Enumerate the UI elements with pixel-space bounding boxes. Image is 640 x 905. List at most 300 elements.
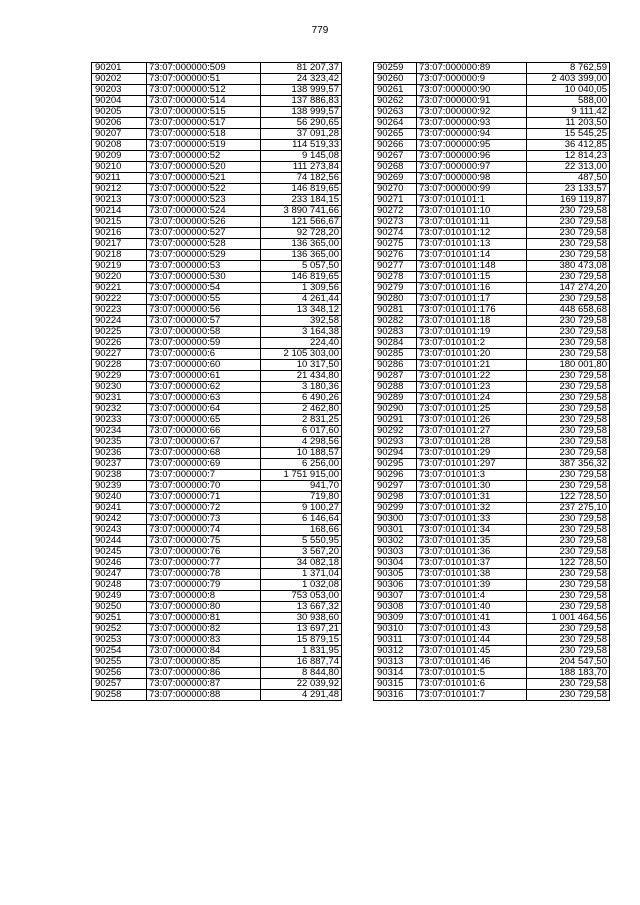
value-cell: 138 999,57: [261, 107, 342, 118]
cadastral-number: 73:07:000000:63: [147, 393, 261, 404]
row-number: 90265: [374, 129, 417, 140]
value-cell: 204 547,50: [527, 657, 610, 668]
row-number: 90305: [374, 569, 417, 580]
value-cell: 56 290,65: [261, 118, 342, 129]
cadastral-number: 73:07:000000:530: [147, 272, 261, 283]
cadastral-number: 73:07:000000:69: [147, 459, 261, 470]
table-row: [92, 129, 342, 140]
value-cell: 4 298,56: [261, 437, 342, 448]
row-number: 90202: [92, 74, 147, 85]
table-row: [374, 481, 610, 492]
table-row: [374, 239, 610, 250]
row-number: 90210: [92, 162, 147, 173]
cadastral-number: 73:07:010101:176: [417, 305, 527, 316]
row-number: 90276: [374, 250, 417, 261]
value-cell: 11 203,50: [527, 118, 610, 129]
cadastral-number: 73:07:010101:44: [417, 635, 527, 646]
value-cell: 15 545,25: [527, 129, 610, 140]
row-number: 90279: [374, 283, 417, 294]
table-row: [374, 382, 610, 393]
value-cell: 136 365,00: [261, 250, 342, 261]
value-cell: 121 566,67: [261, 217, 342, 228]
row-number: 90201: [92, 63, 147, 74]
table-row: [374, 503, 610, 514]
table-row: [92, 547, 342, 558]
row-number: 90271: [374, 195, 417, 206]
cadastral-number: 73:07:000000:67: [147, 437, 261, 448]
row-number: 90288: [374, 382, 417, 393]
cadastral-number: 73:07:010101:28: [417, 437, 527, 448]
cadastral-number: 73:07:010101:30: [417, 481, 527, 492]
cadastral-number: 73:07:000000:78: [147, 569, 261, 580]
row-number: 90280: [374, 294, 417, 305]
table-row: [374, 338, 610, 349]
value-cell: 188 183,70: [527, 668, 610, 679]
row-number: 90223: [92, 305, 147, 316]
table-row: [92, 635, 342, 646]
table-row: [92, 393, 342, 404]
value-cell: 15 879,15: [261, 635, 342, 646]
table-row: [374, 657, 610, 668]
value-cell: 719,80: [261, 492, 342, 503]
cadastral-number: 73:07:000000:51: [147, 74, 261, 85]
value-cell: 22 039,92: [261, 679, 342, 690]
value-cell: 387 356,32: [527, 459, 610, 470]
table-row: [92, 349, 342, 360]
value-cell: 37 091,28: [261, 129, 342, 140]
table-row: [92, 338, 342, 349]
table-row: [92, 503, 342, 514]
row-number: 90307: [374, 591, 417, 602]
value-cell: 230 729,58: [527, 690, 610, 701]
right-table-body: [374, 63, 610, 701]
value-cell: 168,66: [261, 525, 342, 536]
cadastral-number: 73:07:000000:94: [417, 129, 527, 140]
table-row: [92, 415, 342, 426]
row-number: 90274: [374, 228, 417, 239]
row-number: 90295: [374, 459, 417, 470]
row-number: 90260: [374, 74, 417, 85]
cadastral-number: 73:07:010101:11: [417, 217, 527, 228]
table-row: [374, 63, 610, 74]
table-row: [92, 316, 342, 327]
row-number: 90249: [92, 591, 147, 602]
table-row: [92, 470, 342, 481]
table-row: [92, 217, 342, 228]
cadastral-number: 73:07:000000:72: [147, 503, 261, 514]
table-row: [374, 415, 610, 426]
value-cell: 13 667,32: [261, 602, 342, 613]
table-row: [374, 195, 610, 206]
row-number: 90263: [374, 107, 417, 118]
cadastral-number: 73:07:000000:62: [147, 382, 261, 393]
row-number: 90292: [374, 426, 417, 437]
table-row: [92, 63, 342, 74]
cadastral-number: 73:07:000000:86: [147, 668, 261, 679]
row-number: 90258: [92, 690, 147, 701]
row-number: 90209: [92, 151, 147, 162]
row-number: 90289: [374, 393, 417, 404]
value-cell: 146 819,65: [261, 272, 342, 283]
cadastral-number: 73:07:010101:2: [417, 338, 527, 349]
cadastral-number: 73:07:000000:97: [417, 162, 527, 173]
table-row: [374, 173, 610, 184]
row-number: 90310: [374, 624, 417, 635]
value-cell: 230 729,58: [527, 426, 610, 437]
value-cell: 230 729,58: [527, 437, 610, 448]
table-row: [374, 470, 610, 481]
row-number: 90262: [374, 96, 417, 107]
page-number: 779: [311, 25, 329, 36]
row-number: 90306: [374, 580, 417, 591]
table-row: [374, 569, 610, 580]
row-number: 90267: [374, 151, 417, 162]
cadastral-number: 73:07:000000:61: [147, 371, 261, 382]
cadastral-number: 73:07:010101:10: [417, 206, 527, 217]
value-cell: 230 729,58: [527, 470, 610, 481]
value-cell: 24 323,42: [261, 74, 342, 85]
row-number: 90308: [374, 602, 417, 613]
value-cell: 1 751 915,00: [261, 470, 342, 481]
row-number: 90256: [92, 668, 147, 679]
cadastral-number: 73:07:000000:77: [147, 558, 261, 569]
value-cell: 147 274,20: [527, 283, 610, 294]
value-cell: 111 273,84: [261, 162, 342, 173]
value-cell: 230 729,58: [527, 239, 610, 250]
table-row: [374, 404, 610, 415]
cadastral-number: 73:07:000000:8: [147, 591, 261, 602]
value-cell: 230 729,58: [527, 206, 610, 217]
value-cell: 23 133,57: [527, 184, 610, 195]
cadastral-number: 73:07:010101:32: [417, 503, 527, 514]
cadastral-number: 73:07:000000:98: [417, 173, 527, 184]
row-number: 90238: [92, 470, 147, 481]
row-number: 90217: [92, 239, 147, 250]
value-cell: 2 105 303,00: [261, 349, 342, 360]
value-cell: 122 728,50: [527, 492, 610, 503]
value-cell: 137 886,83: [261, 96, 342, 107]
table-row: [92, 305, 342, 316]
table-row: [92, 206, 342, 217]
table-row: [374, 426, 610, 437]
table-row: [92, 690, 342, 701]
cadastral-number: 73:07:010101:33: [417, 514, 527, 525]
table-row: [374, 492, 610, 503]
value-cell: 392,58: [261, 316, 342, 327]
cadastral-number: 73:07:000000:515: [147, 107, 261, 118]
row-number: 90244: [92, 536, 147, 547]
cadastral-number: 73:07:000000:89: [417, 63, 527, 74]
table-row: [92, 602, 342, 613]
value-cell: 1 371,04: [261, 569, 342, 580]
cadastral-number: 73:07:010101:24: [417, 393, 527, 404]
row-number: 90291: [374, 415, 417, 426]
value-cell: 230 729,58: [527, 448, 610, 459]
left-table: [91, 62, 342, 701]
cadastral-number: 73:07:000000:520: [147, 162, 261, 173]
row-number: 90302: [374, 536, 417, 547]
value-cell: 224,40: [261, 338, 342, 349]
cadastral-number: 73:07:000000:84: [147, 646, 261, 657]
row-number: 90204: [92, 96, 147, 107]
row-number: 90213: [92, 195, 147, 206]
value-cell: 180 001,80: [527, 360, 610, 371]
table-row: [92, 624, 342, 635]
table-row: [92, 360, 342, 371]
cadastral-number: 73:07:000000:90: [417, 85, 527, 96]
cadastral-number: 73:07:010101:26: [417, 415, 527, 426]
value-cell: 230 729,58: [527, 250, 610, 261]
value-cell: 2 403 399,00: [527, 74, 610, 85]
cadastral-number: 73:07:000000:519: [147, 140, 261, 151]
cadastral-number: 73:07:000000:68: [147, 448, 261, 459]
table-row: [92, 107, 342, 118]
table-row: [92, 558, 342, 569]
value-cell: 3 567,20: [261, 547, 342, 558]
row-number: 90283: [374, 327, 417, 338]
table-row: [92, 448, 342, 459]
value-cell: 13 348,12: [261, 305, 342, 316]
table-row: [374, 129, 610, 140]
cadastral-number: 73:07:000000:53: [147, 261, 261, 272]
row-number: 90296: [374, 470, 417, 481]
row-number: 90243: [92, 525, 147, 536]
cadastral-number: 73:07:000000:524: [147, 206, 261, 217]
cadastral-number: 73:07:000000:93: [417, 118, 527, 129]
left-table-body: [92, 63, 342, 701]
row-number: 90286: [374, 360, 417, 371]
row-number: 90261: [374, 85, 417, 96]
row-number: 90316: [374, 690, 417, 701]
row-number: 90219: [92, 261, 147, 272]
value-cell: 2 462,80: [261, 404, 342, 415]
table-row: [92, 283, 342, 294]
row-number: 90268: [374, 162, 417, 173]
table-row: [374, 228, 610, 239]
cadastral-number: 73:07:010101:40: [417, 602, 527, 613]
value-cell: 230 729,58: [527, 591, 610, 602]
row-number: 90237: [92, 459, 147, 470]
table-row: [92, 580, 342, 591]
right-table: [373, 62, 610, 701]
cadastral-number: 73:07:000000:518: [147, 129, 261, 140]
cadastral-number: 73:07:000000:75: [147, 536, 261, 547]
row-number: 90284: [374, 338, 417, 349]
row-number: 90275: [374, 239, 417, 250]
row-number: 90233: [92, 415, 147, 426]
value-cell: 9 145,08: [261, 151, 342, 162]
table-row: [374, 283, 610, 294]
row-number: 90247: [92, 569, 147, 580]
value-cell: 9 100,27: [261, 503, 342, 514]
cadastral-number: 73:07:000000:517: [147, 118, 261, 129]
cadastral-number: 73:07:000000:88: [147, 690, 261, 701]
cadastral-number: 73:07:000000:91: [417, 96, 527, 107]
value-cell: 941,70: [261, 481, 342, 492]
cadastral-number: 73:07:010101:34: [417, 525, 527, 536]
row-number: 90222: [92, 294, 147, 305]
value-cell: 380 473,08: [527, 261, 610, 272]
cadastral-number: 73:07:010101:37: [417, 558, 527, 569]
row-number: 90264: [374, 118, 417, 129]
value-cell: 3 890 741,66: [261, 206, 342, 217]
cadastral-number: 73:07:000000:71: [147, 492, 261, 503]
cadastral-number: 73:07:010101:17: [417, 294, 527, 305]
value-cell: 138 999,57: [261, 85, 342, 96]
row-number: 90273: [374, 217, 417, 228]
table-row: [92, 294, 342, 305]
cadastral-number: 73:07:010101:12: [417, 228, 527, 239]
row-number: 90251: [92, 613, 147, 624]
table-row: [374, 536, 610, 547]
cadastral-number: 73:07:010101:31: [417, 492, 527, 503]
table-row: [374, 613, 610, 624]
row-number: 90205: [92, 107, 147, 118]
table-row: [92, 118, 342, 129]
row-number: 90281: [374, 305, 417, 316]
table-row: [92, 195, 342, 206]
table-row: [374, 74, 610, 85]
table-row: [374, 668, 610, 679]
row-number: 90235: [92, 437, 147, 448]
value-cell: 122 728,50: [527, 558, 610, 569]
row-number: 90312: [374, 646, 417, 657]
row-number: 90285: [374, 349, 417, 360]
value-cell: 230 729,58: [527, 338, 610, 349]
row-number: 90311: [374, 635, 417, 646]
value-cell: 230 729,58: [527, 393, 610, 404]
cadastral-number: 73:07:000000:79: [147, 580, 261, 591]
table-row: [92, 492, 342, 503]
row-number: 90225: [92, 327, 147, 338]
table-row: [92, 657, 342, 668]
row-number: 90245: [92, 547, 147, 558]
row-number: 90206: [92, 118, 147, 129]
cadastral-number: 73:07:000000:56: [147, 305, 261, 316]
value-cell: 6 146,64: [261, 514, 342, 525]
value-cell: 6 017,60: [261, 426, 342, 437]
cadastral-number: 73:07:000000:52: [147, 151, 261, 162]
value-cell: 230 729,58: [527, 481, 610, 492]
row-number: 90231: [92, 393, 147, 404]
table-row: [374, 184, 610, 195]
value-cell: 230 729,58: [527, 646, 610, 657]
value-cell: 36 412,85: [527, 140, 610, 151]
table-row: [92, 96, 342, 107]
row-number: 90272: [374, 206, 417, 217]
value-cell: 22 313,00: [527, 162, 610, 173]
row-number: 90220: [92, 272, 147, 283]
cadastral-number: 73:07:000000:54: [147, 283, 261, 294]
table-row: [374, 118, 610, 129]
row-number: 90228: [92, 360, 147, 371]
cadastral-number: 73:07:000000:6: [147, 349, 261, 360]
value-cell: 4 261,44: [261, 294, 342, 305]
row-number: 90313: [374, 657, 417, 668]
table-row: [92, 613, 342, 624]
cadastral-number: 73:07:000000:529: [147, 250, 261, 261]
row-number: 90216: [92, 228, 147, 239]
table-row: [92, 162, 342, 173]
table-row: [374, 437, 610, 448]
cadastral-number: 73:07:010101:35: [417, 536, 527, 547]
row-number: 90255: [92, 657, 147, 668]
cadastral-number: 73:07:000000:99: [417, 184, 527, 195]
row-number: 90227: [92, 349, 147, 360]
cadastral-number: 73:07:000000:66: [147, 426, 261, 437]
cadastral-number: 73:07:000000:527: [147, 228, 261, 239]
cadastral-number: 73:07:010101:36: [417, 547, 527, 558]
value-cell: 136 365,00: [261, 239, 342, 250]
cadastral-number: 73:07:010101:13: [417, 239, 527, 250]
table-row: [92, 228, 342, 239]
table-row: [374, 85, 610, 96]
row-number: 90270: [374, 184, 417, 195]
cadastral-number: 73:07:000000:87: [147, 679, 261, 690]
value-cell: 230 729,58: [527, 294, 610, 305]
cadastral-number: 73:07:000000:521: [147, 173, 261, 184]
row-number: 90246: [92, 558, 147, 569]
value-cell: 10 188,57: [261, 448, 342, 459]
table-row: [374, 217, 610, 228]
table-row: [374, 294, 610, 305]
cadastral-number: 73:07:010101:25: [417, 404, 527, 415]
cadastral-number: 73:07:010101:19: [417, 327, 527, 338]
value-cell: 230 729,58: [527, 404, 610, 415]
table-row: [92, 525, 342, 536]
cadastral-number: 73:07:000000:9: [417, 74, 527, 85]
row-number: 90234: [92, 426, 147, 437]
table-row: [92, 481, 342, 492]
table-row: [374, 151, 610, 162]
table-row: [374, 580, 610, 591]
cadastral-number: 73:07:000000:523: [147, 195, 261, 206]
table-row: [374, 371, 610, 382]
row-number: 90211: [92, 173, 147, 184]
row-number: 90253: [92, 635, 147, 646]
cadastral-number: 73:07:000000:59: [147, 338, 261, 349]
row-number: 90278: [374, 272, 417, 283]
table-row: [374, 690, 610, 701]
value-cell: 230 729,58: [527, 525, 610, 536]
cadastral-number: 73:07:010101:4: [417, 591, 527, 602]
row-number: 90232: [92, 404, 147, 415]
value-cell: 21 434,80: [261, 371, 342, 382]
table-row: [374, 646, 610, 657]
table-row: [374, 591, 610, 602]
cadastral-number: 73:07:010101:22: [417, 371, 527, 382]
value-cell: 16 887,74: [261, 657, 342, 668]
table-row: [374, 624, 610, 635]
row-number: 90303: [374, 547, 417, 558]
cadastral-number: 73:07:010101:3: [417, 470, 527, 481]
cadastral-number: 73:07:010101:23: [417, 382, 527, 393]
row-number: 90252: [92, 624, 147, 635]
value-cell: 12 814,23: [527, 151, 610, 162]
table-row: [374, 635, 610, 646]
row-number: 90259: [374, 63, 417, 74]
value-cell: 81 207,37: [261, 63, 342, 74]
cadastral-number: 73:07:000000:526: [147, 217, 261, 228]
cadastral-number: 73:07:000000:95: [417, 140, 527, 151]
value-cell: 233 184,15: [261, 195, 342, 206]
row-number: 90239: [92, 481, 147, 492]
value-cell: 487,50: [527, 173, 610, 184]
cadastral-number: 73:07:000000:58: [147, 327, 261, 338]
value-cell: 8 762,59: [527, 63, 610, 74]
table-row: [92, 250, 342, 261]
table-row: [92, 327, 342, 338]
